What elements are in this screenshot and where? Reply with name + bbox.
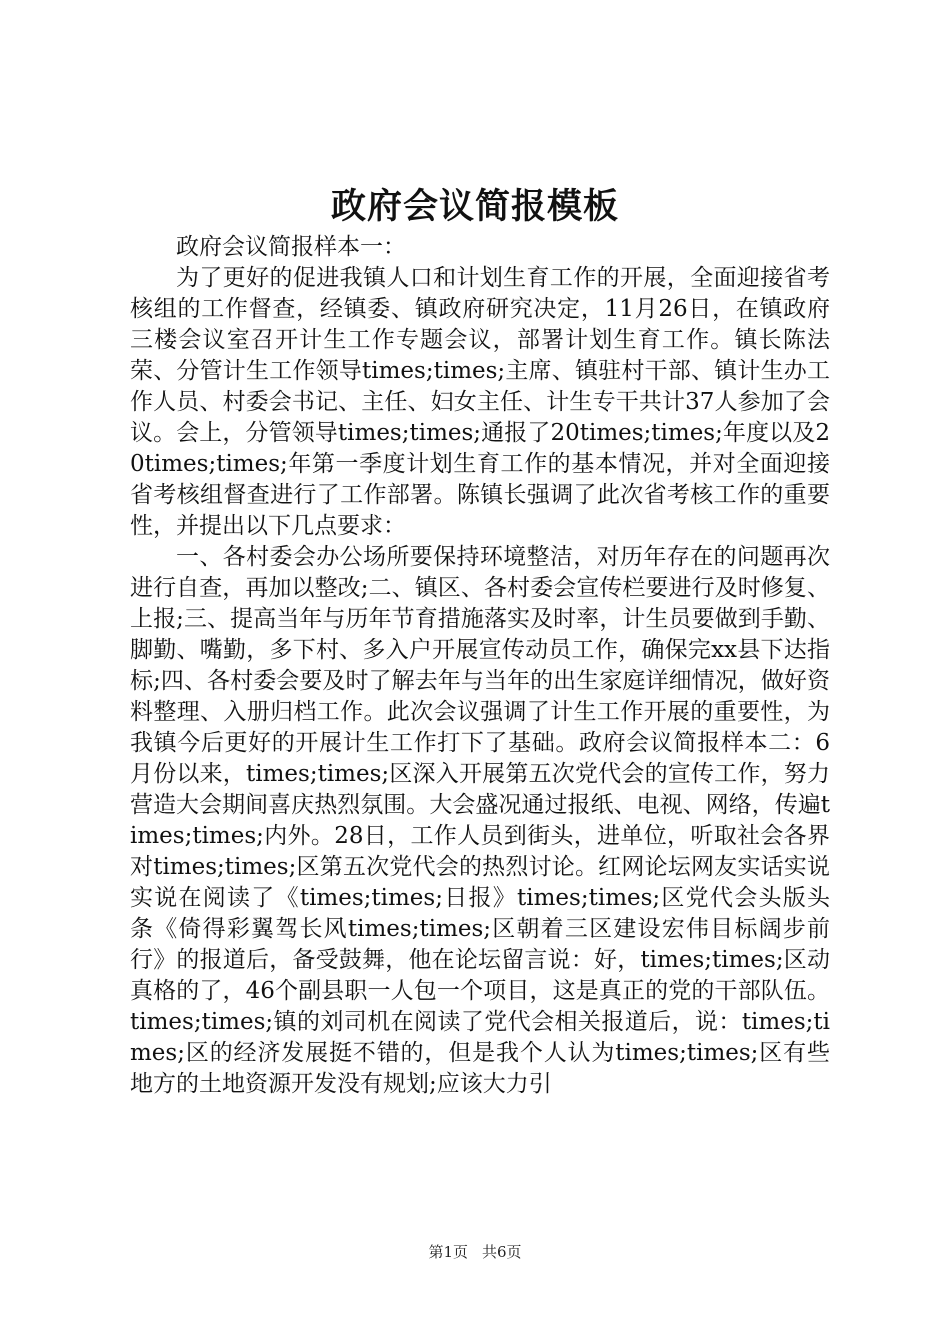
page-title: 政府会议简报模板 bbox=[330, 186, 619, 227]
paragraph-meeting-summary: 为了更好的促进我镇人口和计划生育工作的开展，全面迎接省考核组的工作督查，经镇委、镇政府研究决定，11月26日，在镇政府三楼会议室召开计生工作专题会议，部署计划生育工作。镇长陈法荣、分管计生工作领导times;times;主席、镇驻村干部、镇计生办工作人员、村委会书记、主任、妇女主任、计生专干共计37人参加了会议。会上，分管领导times;times;通报了20times;times;年度以及20times;times;年第一季度计划生育工作的基本情况，并对全面迎接省考核组督查进行了工作部署。陈镇长强调了此次省考核工作的重要性，并提出以下几点要求： bbox=[130, 265, 830, 539]
page-number: 第1页 bbox=[428, 1243, 468, 1261]
page-total: 共6页 bbox=[482, 1243, 522, 1261]
paragraph-sample-heading: 政府会议简报样本一： bbox=[176, 234, 406, 260]
paragraph-requirements: 一、各村委会办公场所要保持环境整洁，对历年存在的问题再次进行自查，再加以整改;二、镇区、各村委会宣传栏要进行及时修复、上报;三、提高当年与历年节育措施落实及时率，计生员要做到手勤、脚勤、嘴勤，多下村、多入户开展宣传动员工作，确保完xx县下达指标;四、各村委会要及时了解去年与当年的出生家庭详细情况，做好资料整理、入册归档工作。此次会议强调了计生工作开展的重要性，为我镇今后更好的开展计生工作打下了基础。政府会议简报样本二：6月份以来，times;times;区深入开展第五次党代会的宣传工作，努力营造大会期间喜庆热烈氛围。大会盛况通过报纸、电视、网络，传遍times;times;内外。28日，工作人员到街头，进单位，听取社会各界对times;times;区第五次党代会的热烈讨论。红网论坛网友实话实说实说在阅读了《times;times;日报》times;times;区党代会头版头条《倚得彩翼驾长风times;times;区朝着三区建设宏伟目标阔步前行》的报道后，备受鼓舞，他在论坛留言说：好，times;times;区动真格的了，46个副县职一人包一个项目，这是真正的党的干部队伍。times;times;镇的刘司机在阅读了党代会相关报道后，说：times;times;区的经济发展挺不错的，但是我个人认为times;times;区有些地方的土地资源开发没有规划;应该大力引 bbox=[130, 544, 830, 1097]
document-body bbox=[130, 232, 830, 1100]
page-footer bbox=[0, 1241, 950, 1263]
